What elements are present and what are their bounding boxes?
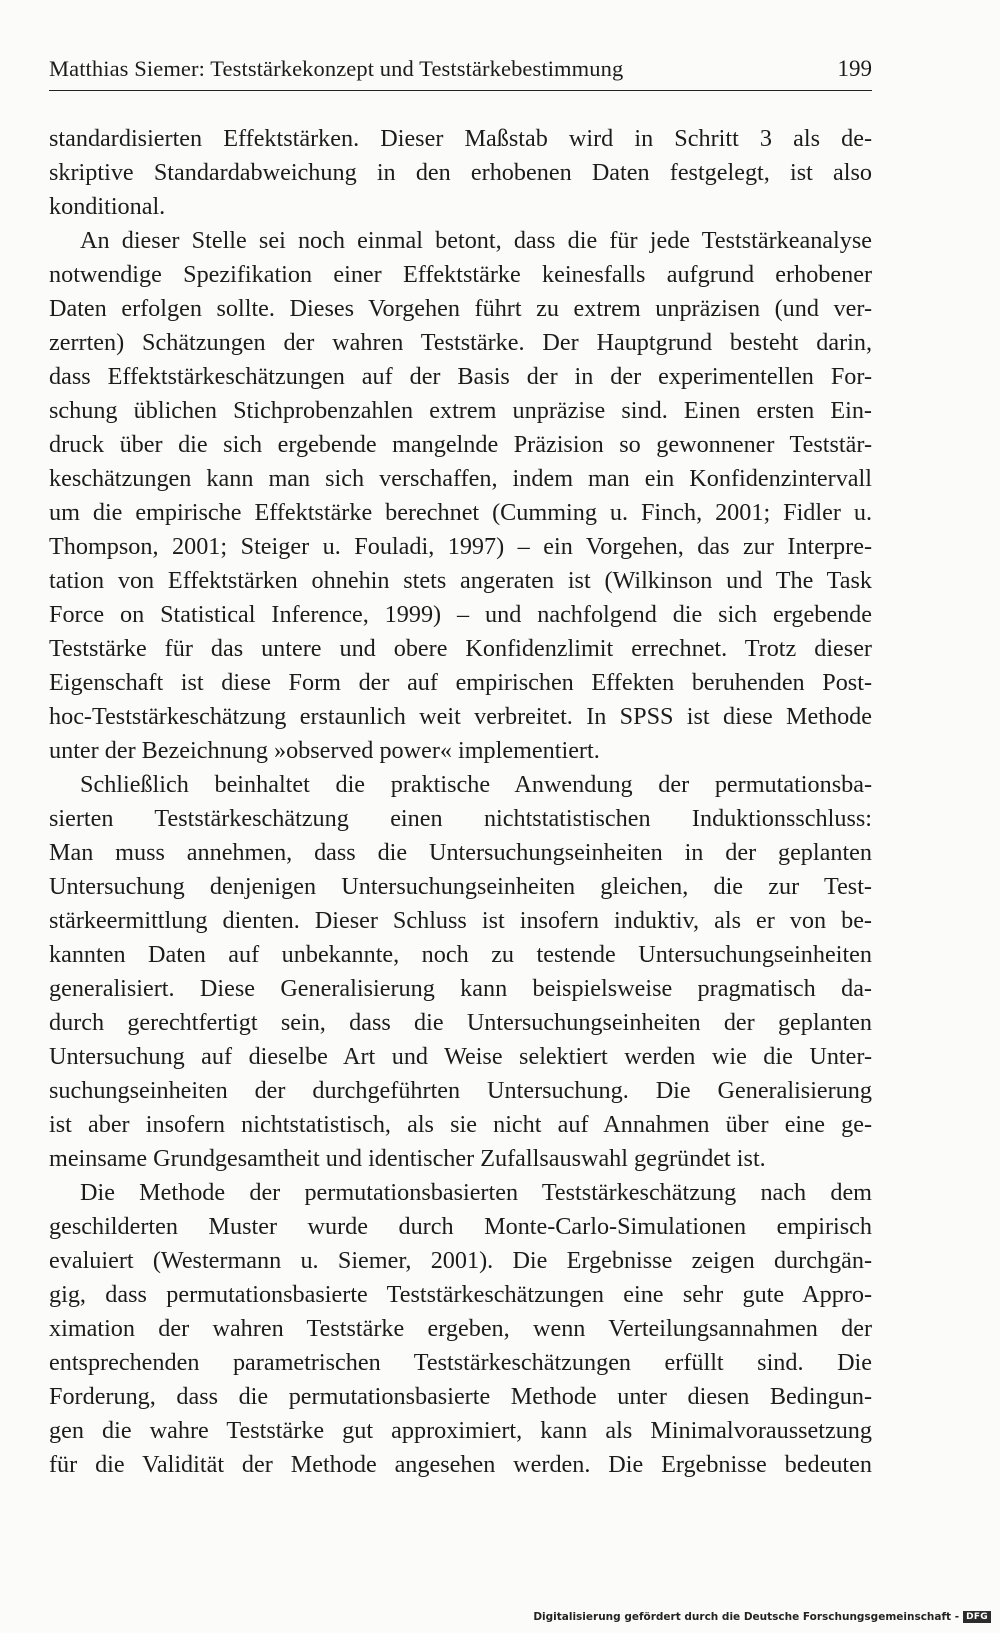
- text-line: An dieser Stelle sei noch einmal betont, dass die für jede Teststärkeanalyse: [80, 227, 872, 254]
- text-line: entsprechenden parametrischen Teststärkeschätzungen erfüllt sind. Die: [49, 1349, 872, 1376]
- text-line: Eigenschaft ist diese Form der auf empirischen Effekten beruhenden Post-: [49, 669, 872, 696]
- text-line: ist aber insofern nichtstatistisch, als sie nicht auf Annahmen über eine ge-: [49, 1111, 872, 1138]
- text-line: unter der Bezeichnung »observed power« implementiert.: [49, 737, 600, 764]
- text-line: evaluiert (Westermann u. Siemer, 2001). Die Ergebnisse zeigen durchgän-: [49, 1247, 872, 1274]
- text-line: zerrten) Schätzungen der wahren Teststärke. Der Hauptgrund besteht darin,: [49, 329, 872, 356]
- text-line: Untersuchung auf dieselbe Art und Weise selektiert werden wie die Unter-: [49, 1043, 872, 1070]
- text-line: standardisierten Effektstärken. Dieser Maßstab wird in Schritt 3 als de-: [49, 125, 872, 152]
- text-line: hoc-Teststärkeschätzung erstaunlich weit verbreitet. In SPSS ist diese Methode: [49, 703, 872, 730]
- paragraph: [49, 122, 872, 224]
- text-line: Die Methode der permutationsbasierten Teststärkeschätzung nach dem: [80, 1179, 872, 1206]
- text-line: notwendige Spezifikation einer Effektstärke keinesfalls aufgrund erhobener: [49, 261, 872, 288]
- text-line: gen die wahre Teststärke gut approximiert, kann als Minimalvoraussetzung: [49, 1417, 872, 1444]
- text-line: skriptive Standardabweichung in den erhobenen Daten festgelegt, ist also: [49, 159, 872, 186]
- paragraph: [49, 224, 872, 768]
- text-line: druck über die sich ergebende mangelnde Präzision so gewonnener Teststär-: [49, 431, 872, 458]
- text-line: Schließlich beinhaltet die praktische Anwendung der permutationsba-: [80, 771, 872, 798]
- running-title: Matthias Siemer: Teststärkekonzept und Teststärkebestimmung: [49, 56, 624, 81]
- text-line: Force on Statistical Inference, 1999) – und nachfolgend die sich ergebende: [49, 601, 872, 628]
- dfg-logo: DFG: [963, 1611, 991, 1623]
- text-line: dass Effektstärkeschätzungen auf der Basis der in der experimentellen For-: [49, 363, 872, 390]
- text-line: stärkeermittlung dienten. Dieser Schluss ist insofern induktiv, als er von be-: [49, 907, 872, 934]
- text-line: sierten Teststärkeschätzung einen nichtstatistischen Induktionsschluss:: [49, 805, 872, 832]
- text-line: generalisiert. Diese Generalisierung kann beispielsweise pragmatisch da-: [49, 975, 872, 1002]
- text-line: tation von Effektstärken ohnehin stets angeraten ist (Wilkinson und The Task: [49, 567, 872, 594]
- text-line: kannten Daten auf unbekannte, noch zu testende Untersuchungseinheiten: [49, 941, 872, 968]
- text-line: keschätzungen kann man sich verschaffen, indem man ein Konfidenzintervall: [49, 465, 872, 492]
- credit-text: Digitalisierung gefördert durch die Deutsche Forschungsgemeinschaft -: [533, 1611, 960, 1623]
- text-line: meinsame Grundgesamtheit und identischer Zufallsauswahl gegründet ist.: [49, 1145, 766, 1172]
- text-line: durch gerechtfertigt sein, dass die Untersuchungseinheiten der geplanten: [49, 1009, 872, 1036]
- text-line: Daten erfolgen sollte. Dieses Vorgehen führt zu extrem unpräzisen (und ver-: [49, 295, 872, 322]
- body-text: [49, 122, 872, 1482]
- text-line: für die Validität der Methode angesehen werden. Die Ergebnisse bedeuten: [49, 1451, 872, 1478]
- text-line: schung üblichen Stichprobenzahlen extrem unpräzise sind. Einen ersten Ein-: [49, 397, 872, 424]
- text-line: ximation der wahren Teststärke ergeben, wenn Verteilungsannahmen der: [49, 1315, 872, 1342]
- text-line: Thompson, 2001; Steiger u. Fouladi, 1997) – ein Vorgehen, das zur Interpre-: [49, 533, 872, 560]
- text-line: um die empirische Effektstärke berechnet (Cumming u. Finch, 2001; Fidler u.: [49, 499, 872, 526]
- text-line: Teststärke für das untere und obere Konfidenzlimit errechnet. Trotz dieser: [49, 635, 872, 662]
- text-line: Man muss annehmen, dass die Untersuchungseinheiten in der geplanten: [49, 839, 872, 866]
- text-line: geschilderten Muster wurde durch Monte-Carlo-Simulationen empirisch: [49, 1213, 872, 1240]
- paragraph: [49, 768, 872, 1176]
- text-line: Untersuchung denjenigen Untersuchungseinheiten gleichen, die zur Test-: [49, 873, 872, 900]
- page-number: 199: [837, 56, 872, 81]
- text-line: Forderung, dass die permutationsbasierte Methode unter diesen Bedingun-: [49, 1383, 872, 1410]
- text-line: konditional.: [49, 193, 166, 220]
- digitization-credit: [533, 1607, 991, 1627]
- text-line: suchungseinheiten der durchgeführten Untersuchung. Die Generalisierung: [49, 1077, 872, 1104]
- text-line: gig, dass permutationsbasierte Teststärkeschätzungen eine sehr gute Appro-: [49, 1281, 872, 1308]
- running-head: [49, 56, 872, 91]
- paragraph: [49, 1176, 872, 1482]
